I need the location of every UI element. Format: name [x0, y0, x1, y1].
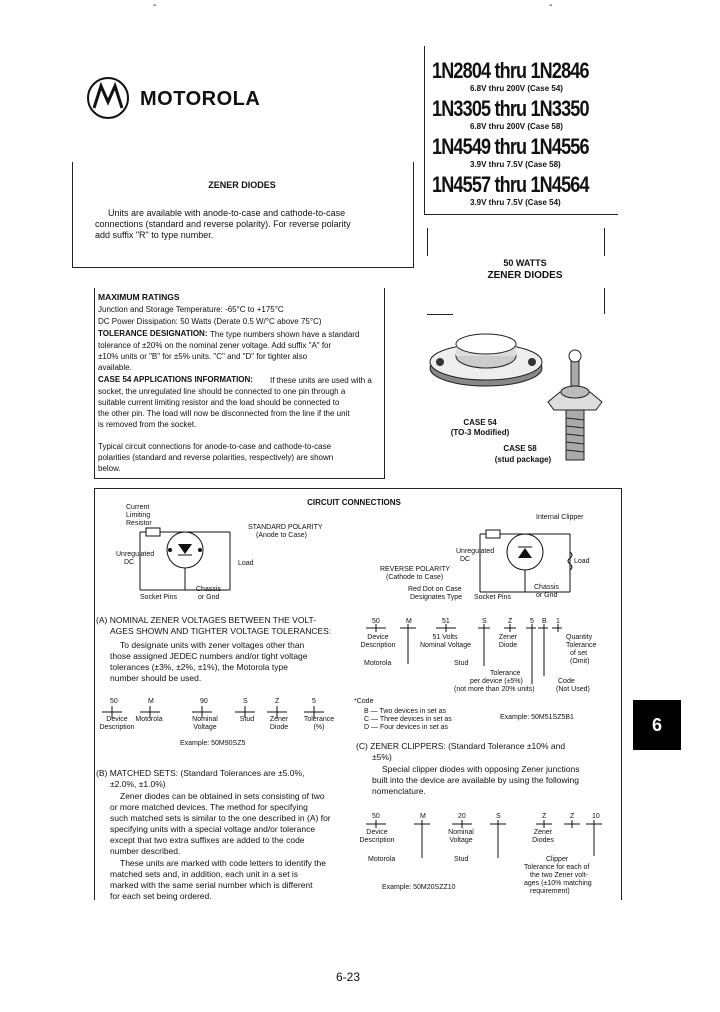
r-code-2: M [406, 618, 412, 625]
section-b-body-1: Zener diodes can be obtained in sets consisting of two [120, 791, 325, 801]
section-b-body-9: marked with the same serial number which is different [110, 880, 313, 890]
circuit-title: CIRCUIT CONNECTIONS [307, 498, 401, 507]
tolerance-line-4: available. [98, 363, 132, 372]
side-title-line1: 50 WATTS [503, 258, 547, 268]
a-label-1b: Description [99, 724, 135, 731]
a-code-1: 50 [110, 698, 118, 705]
section-c-heading-2: ±5%) [372, 752, 392, 762]
section-b-body-6: number described. [110, 846, 181, 856]
r-label-7c: (not more than 20% units) [454, 686, 535, 693]
section-a-body-4: number should be used. [110, 673, 202, 683]
section-c-body-3: nomenclature. [372, 786, 426, 796]
r-example: Example: 50M51SZ5B1 [500, 714, 574, 721]
typical-line-3: below. [98, 464, 121, 473]
case54-line-4: the other pin. The load will now be disconnected from the line if the unit [98, 409, 350, 418]
section-b-body-8: matched sets and, in addition, each unit in a set is [110, 869, 299, 879]
a-code-3: 90 [200, 698, 208, 705]
section-b-body-3: such matched sets is similar to the one described in (A) for [110, 813, 331, 823]
a-label-6b: (%) [313, 724, 325, 731]
r-label-7a: Tolerance [490, 670, 521, 677]
circuit-right-label-3: DC [460, 556, 471, 563]
c-code-3: 20 [458, 813, 466, 820]
circuit-frame-top [94, 488, 622, 489]
reverse-polarity-sub: (Cathode to Case) [386, 574, 444, 581]
r-label-2b: Nominal Voltage [420, 642, 471, 649]
r-label-8b: (Not Used) [556, 686, 590, 693]
a-label-3a: Nominal [192, 716, 218, 723]
r-label-8a: Code [558, 678, 575, 685]
c-code-6: Z [570, 813, 575, 820]
std-polarity-sub: (Anode to Case) [256, 532, 307, 539]
circuit-right-label-1: Internal Clipper [536, 514, 584, 521]
r-note-4: D — Four devices in set as [364, 724, 449, 731]
case54-line-1: If these units are used with a [270, 376, 372, 385]
circuit-left-label-2: Limiting [126, 512, 151, 519]
case54-line-5: is removed from the socket. [98, 420, 197, 429]
part-sub-2: 6.8V thru 200V (Case 58) [470, 122, 563, 131]
r-code-7: B [542, 618, 547, 625]
circuit-right-label-8: Designates Type [410, 594, 463, 601]
c-label-1b: Description [359, 837, 395, 844]
circuit-left-label-5: DC [124, 559, 135, 566]
r-label-7b: per device (±5%) [470, 678, 523, 685]
r-code-5: Z [508, 618, 513, 625]
reverse-polarity-circuit [470, 512, 590, 602]
section-b-body-10: for each set being ordered. [110, 891, 212, 901]
tolerance-line-3: ±10% units or "B" for ±5% units. "C" and "D" for tighter also [98, 352, 308, 361]
circuit-left-label-9: or Gnd [198, 594, 220, 601]
section-b-heading-2: ±2.0%, ±1.0%) [110, 779, 166, 789]
circuit-left-label-8: Chassis [196, 586, 221, 593]
a-label-3b: Voltage [193, 724, 217, 731]
c-label-6d: ages (±10% matching [524, 880, 592, 887]
side-title-line2: ZENER DIODES [487, 270, 563, 281]
r-note-1: *Code [354, 698, 374, 705]
circuit-right-label-2: Unregulated [456, 548, 495, 555]
a-label-6a: Tolerance [303, 716, 335, 723]
part-sub-3: 3.9V thru 7.5V (Case 58) [470, 160, 561, 169]
a-label-5b: Diode [269, 724, 289, 731]
a-label-4: Stud [239, 716, 255, 723]
case54-label-text: CASE 54 [463, 418, 497, 427]
circuit-frame-right [621, 488, 622, 900]
r-label-4a: Quantity [566, 634, 593, 641]
ratings-line-1: Junction and Storage Temperature: -65°C to +175°C [98, 305, 284, 314]
r-label-4b: Tolerance [566, 642, 597, 649]
r-label-1b: Description [360, 642, 396, 649]
r-code-3: 51 [442, 618, 450, 625]
ratings-title: MAXIMUM RATINGS [98, 292, 180, 302]
r-label-4d: (Omit) [570, 658, 590, 665]
zener-line-3: add suffix "R" to type number. [95, 230, 214, 240]
case54-sub-text: (TO-3 Modified) [450, 428, 510, 437]
circuit-left-label-6: Load [238, 560, 254, 567]
a-label-2: Motorola [135, 716, 163, 723]
circuit-right-label-6: or Gnd [536, 592, 558, 599]
zener-title: ZENER DIODES [208, 180, 276, 190]
section-b-heading-1: (B) MATCHED SETS: (Standard Tolerances are ±5.0%, [96, 768, 305, 778]
case54-line-3: suitable current limiting resistor and the load should be connected to [98, 398, 340, 407]
c-code-4: S [496, 813, 501, 820]
section-a-heading-2: AGES SHOWN AND TIGHTER VOLTAGE TOLERANCES: [110, 626, 332, 636]
case54-label: CASE 54 APPLICATIONS INFORMATION: [98, 375, 253, 384]
circuit-left-label-4: Unregulated [116, 551, 155, 558]
corner-dash-left: - [153, 0, 157, 11]
typical-line-2: polarities (standard and reverse polarities, respectively) are shown [98, 453, 334, 462]
side-rule-right-2 [604, 288, 605, 314]
motorola-batwing-icon [86, 76, 130, 120]
side-title-rule-right [604, 228, 605, 256]
circuit-right-label-9: Socket Pins [474, 594, 511, 601]
corner-dash-right: - [549, 0, 553, 11]
circuit-left-label-3: Resistor [126, 520, 152, 527]
part-block-bottom-rule [424, 214, 618, 215]
r-label-3a: Zener [498, 634, 518, 641]
c-label-5: Stud [454, 856, 469, 863]
a-example: Example: 50M90SZ5 [180, 740, 246, 747]
a-label-1a: Device [106, 716, 128, 723]
part-range-1: 1N2804 thru 1N2846 [432, 58, 589, 83]
part-range-4: 1N4557 thru 1N4564 [432, 172, 589, 197]
circuit-right-label-5: Chassis [534, 584, 559, 591]
c-code-5: Z [542, 813, 547, 820]
case58-label-text: CASE 58 [503, 444, 537, 453]
section-b-body-4: specifying units with a special voltage and/or tolerance [110, 824, 316, 834]
zener-line-2: connections (standard and reverse polarity). For reverse polarity [95, 219, 351, 229]
r-label-6: Stud [454, 660, 469, 667]
c-label-3a: Zener [533, 829, 553, 836]
r-note-2: B — Two devices in set as [364, 708, 446, 715]
typical-line-1: Typical circuit connections for anode-to-case and cathode-to-case [98, 442, 332, 451]
part-block-rule [424, 46, 425, 214]
tolerance-label: TOLERANCE DESIGNATION: [98, 329, 208, 338]
a-code-2: M [148, 698, 154, 705]
section-a-body-2: those assigned JEDEC numbers and/or tight voltage [110, 651, 308, 661]
c-label-6e: requirement) [530, 888, 570, 895]
case54-line-2: socket, the unregulated line should be connected to one pin through a [98, 387, 346, 396]
brand-name: MOTOROLA [140, 88, 261, 110]
c-label-2b: Voltage [449, 837, 473, 844]
a-code-4: S [243, 698, 248, 705]
circuit-left-label-7: Socket Pins [140, 594, 177, 601]
r-label-4c: of set [570, 650, 588, 657]
std-polarity-label: STANDARD POLARITY [248, 524, 323, 531]
tolerance-line-1: The type numbers shown have a standard [210, 330, 360, 339]
circuit-right-label-7: Red Dot on Case [408, 586, 462, 593]
c-label-6c: the two Zener volt- [530, 872, 588, 879]
part-range-2: 1N3305 thru 1N3350 [432, 96, 589, 121]
r-label-5: Motorola [364, 660, 392, 667]
r-label-2a: 51 Volts [432, 634, 458, 641]
r-code-1: 50 [372, 618, 380, 625]
part-sub-1: 6.8V thru 200V (Case 54) [470, 84, 563, 93]
side-rule-small [427, 314, 453, 315]
c-label-1a: Device [366, 829, 388, 836]
circuit-frame-left [94, 488, 95, 900]
c-label-6a: Clipper [546, 856, 569, 863]
section-c-body-2: built into the device are available by using the following [372, 775, 579, 785]
c-label-6b: Tolerance for each of [524, 864, 590, 871]
section-a-body-1: To designate units with zener voltages other than [120, 640, 305, 650]
section-b-body-5: except that two extra suffixes are added to the code [110, 835, 305, 845]
c-label-4: Motorola [368, 856, 396, 863]
c-code-1: 50 [372, 813, 380, 820]
section-c-heading-1: (C) ZENER CLIPPERS: (Standard Tolerance ±10% and [356, 741, 566, 751]
c-example: Example: 50M20SZZ10 [382, 884, 456, 891]
a-code-6: 5 [312, 698, 316, 705]
r-code-8: 1 [556, 618, 560, 625]
section-b-body-7: These units are marked with code letters to identify the [120, 858, 326, 868]
c-code-7: 10 [592, 813, 600, 820]
reverse-polarity-label: REVERSE POLARITY [380, 566, 451, 573]
r-code-4: S [482, 618, 487, 625]
case58-sub-text: (stud package) [494, 455, 552, 464]
ratings-box-right-rule [384, 288, 385, 478]
section-a-heading-1: (A) NOMINAL ZENER VOLTAGES BETWEEN THE VOLT- [96, 615, 317, 625]
circuit-left-label-1: Current [126, 504, 150, 511]
tolerance-line-2: tolerance of ±20% on the nominal zener voltage. Add suffix "A" for [98, 341, 332, 350]
a-code-5: Z [275, 698, 280, 705]
part-range-3: 1N4549 thru 1N4556 [432, 134, 589, 159]
section-c-body-1: Special clipper diodes with opposing Zener junctions [382, 764, 580, 774]
section-a-body-3: tolerances (±3%, ±2%, ±1%), the Motorola type [110, 662, 288, 672]
r-note-3: C — Three devices in set as [364, 716, 452, 723]
zener-line-1: Units are available with anode-to-case and cathode-to-case [108, 208, 346, 218]
case54-package-icon [430, 334, 542, 386]
ratings-line-2: DC Power Dissipation: 50 Watts (Derate 0.5 W/°C above 75°C) [98, 317, 322, 326]
c-code-2: M [420, 813, 426, 820]
section-tab: 6 [633, 700, 681, 750]
side-title-rule-left [427, 228, 428, 256]
c-label-2a: Nominal [448, 829, 474, 836]
section-b-body-2: or more matched devices. The method for specifying [110, 802, 308, 812]
r-label-1a: Device [367, 634, 389, 641]
circuit-right-label-4: Load [574, 558, 590, 565]
a-label-5a: Zener [269, 716, 289, 723]
c-label-3b: Diodes [532, 837, 554, 844]
r-label-3b: Diode [498, 642, 518, 649]
part-sub-4: 3.9V thru 7.5V (Case 54) [470, 198, 561, 207]
r-code-6: 5 [530, 618, 534, 625]
page-number: 6-23 [336, 970, 361, 984]
